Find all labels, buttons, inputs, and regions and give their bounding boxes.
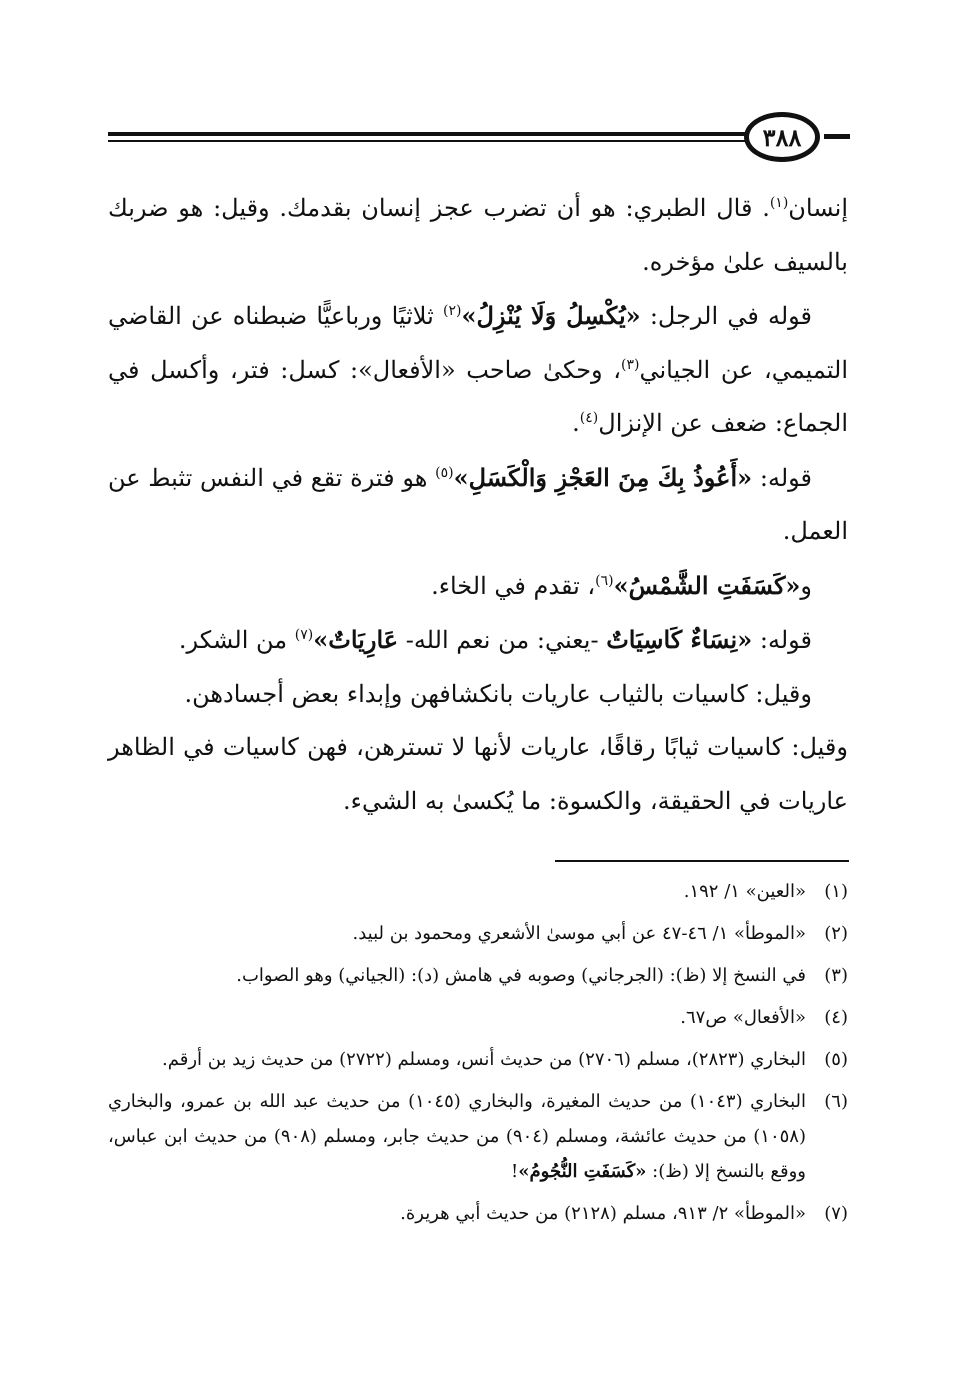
paragraph-p7 <box>108 721 848 828</box>
text-run: هو فترة تقع في النفس تثبط عن العمل. <box>108 463 848 545</box>
footnote-text <box>353 923 807 944</box>
text-run: -يعني: من نعم الله- <box>398 626 607 654</box>
page-number: ٣٨٨ <box>744 112 820 162</box>
text-run: قوله: <box>752 626 812 654</box>
footnote-number: (٤) <box>824 1007 848 1028</box>
text-run: في النسخ إلا (ظ): (الجرجاني) وصوبه في هامش (د): (الجياني) وهو الصواب. <box>236 965 806 986</box>
text-run: «الموطأ» ٢/ ٩١٣، مسلم (٢١٢٨) من حديث أبي هريرة. <box>400 1203 806 1224</box>
header-rule-thin <box>108 140 748 142</box>
text-run: ، تقدم في الخاء. <box>431 571 596 600</box>
text-run: وقيل: كاسيات بالثياب عاريات بانكشافهن وإبداء بعض أجسادهن. <box>184 679 812 708</box>
text-run: . قال الطبري: هو أن تضرب عجز إنسان بقدمك. وقيل: هو ضربك بالسيف علىٰ مؤخره. <box>108 194 848 276</box>
text-run: من الشكر. <box>178 626 295 654</box>
footnote-ref: (٤) <box>579 410 599 426</box>
footnote-number: (٢) <box>824 923 848 944</box>
footnote-ref: (٢) <box>442 303 462 319</box>
footnote-text <box>108 1091 806 1182</box>
text-run: البخاري (١٠٤٣) من حديث المغيرة، والبخاري (١٠٤٥) من حديث عبد الله بن عمرو، والبخاري (١٠٥٨) من حديث عائشة، ومسلم (٩٠٤) من حديث جابر، ومسلم (٩٠٨) من حديث ابن عباس، ووقع بالنسخ إلا (ظ): <box>108 1091 806 1182</box>
footnote-text <box>400 1203 806 1224</box>
footnote-item <box>108 1084 848 1189</box>
footnote-ref: (٣) <box>621 356 640 373</box>
footnote-item <box>108 1000 848 1035</box>
header-rule-right <box>824 134 850 139</box>
quoted-hadith-text: «كَسَفَتِ الشَّمْسُ» <box>613 570 801 600</box>
footnote-item <box>108 1042 848 1077</box>
text-run: «الأفعال» ص٦٧. <box>680 1007 806 1028</box>
footnote-text <box>684 881 806 902</box>
text-run: قوله: <box>752 463 813 492</box>
footnote-number: (٦) <box>824 1091 848 1112</box>
text-run: و <box>800 571 812 600</box>
text-run: «العين» ١/ ١٩٢. <box>683 881 806 902</box>
text-run: ! <box>511 1161 519 1182</box>
footnote-ref: (٥) <box>435 464 454 481</box>
text-run: إنسان <box>788 194 848 222</box>
footnote-number: (١) <box>824 881 848 902</box>
page-header <box>108 112 850 164</box>
paragraph-p4 <box>108 559 848 614</box>
text-run: البخاري (٢٨٢٣)، مسلم (٢٧٠٦) من حديث أنس، ومسلم (٢٧٢٢) من حديث زيد بن أرقم. <box>162 1049 806 1070</box>
paragraph-p5 <box>108 613 848 668</box>
main-text <box>108 182 848 828</box>
footnote-text <box>162 1049 806 1070</box>
paragraph-p2 <box>108 289 848 451</box>
text-run: وقيل: كاسيات ثيابًا رقاقًا، عاريات لأنها لا تسترهن، فهن كاسيات في الظاهر عاريات في الحقيقة، والكسوة: ما يُكسىٰ به الشيء. <box>108 733 848 815</box>
text-run: ، وحكىٰ صاحب «الأفعال»: كسل: فتر، وأكسل في الجماع: ضعف عن الإنزال <box>108 355 848 437</box>
footnote-item <box>108 874 848 909</box>
quoted-hadith-text: «يُكْسِلُ وَلَا يُنْزِلُ» <box>461 301 641 330</box>
footnote-number: (٣) <box>824 965 848 986</box>
paragraph-p3 <box>108 451 848 559</box>
quoted-hadith-text: «نِسَاءٌ كَاسِيَاتٌ <box>606 625 753 654</box>
footnote-ref: (٦) <box>595 572 614 589</box>
header-rule-thick <box>108 132 748 136</box>
quoted-hadith-text: عَارِيَاتٌ» <box>313 625 399 654</box>
footnote-ref: (١) <box>769 195 789 211</box>
text-run: ثلاثيًا ورباعيًّا ضبطناه عن القاضي التميمي، عن الجياني <box>108 302 848 384</box>
footnote-ref: (٧) <box>294 627 314 643</box>
footnote-number: (٥) <box>824 1049 848 1070</box>
text-run: . <box>572 409 580 437</box>
paragraph-p1 <box>108 182 848 289</box>
footnote-text <box>680 1007 806 1028</box>
footnote-number: (٧) <box>824 1203 848 1224</box>
footnote-separator <box>555 860 849 862</box>
footnote-item <box>108 916 848 951</box>
paragraph-p6 <box>108 668 848 722</box>
footnote-item <box>108 958 848 993</box>
quoted-hadith-text: «أَعُوذُ بِكَ مِنَ العَجْزِ وَالْكَسَلِ» <box>453 462 753 492</box>
quoted-hadith-text: «كَسَفَتِ النُّجُومُ» <box>518 1161 647 1182</box>
footnote-text <box>236 965 806 986</box>
footnote-item <box>108 1196 848 1231</box>
text-run: قوله في الرجل: <box>640 302 813 330</box>
footnotes <box>108 874 848 1238</box>
text-run: «الموطأ» ١/ ٤٦-٤٧ عن أبي موسىٰ الأشعري ومحمود بن لبيد. <box>352 923 806 944</box>
